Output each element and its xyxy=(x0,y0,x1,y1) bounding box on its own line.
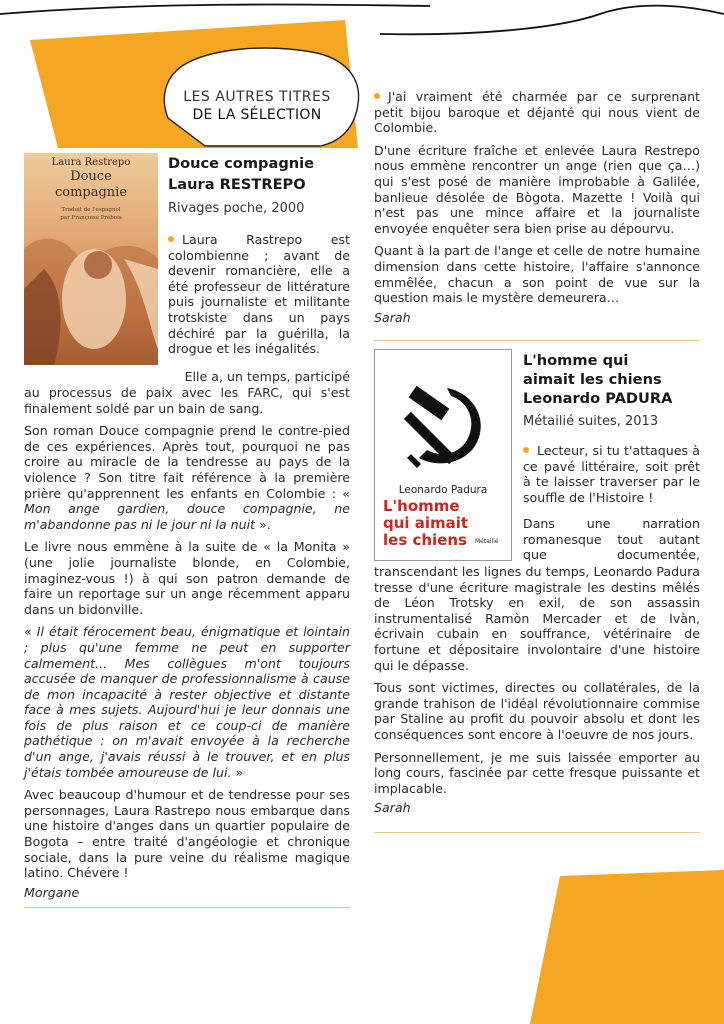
book1-para4: Le livre nous emmène à la suite de « la Monita » (une jolie journaliste blonde, en Colombie, imaginez-vous !) à qui son patron demande de faire un reportage sur un ange récemment apparu dans un bidonville. xyxy=(24,539,350,617)
swoosh-line-right xyxy=(380,6,724,35)
book2-publisher: Métailié suites, 2013 xyxy=(523,414,659,429)
book1-signature: Morgane xyxy=(24,884,80,900)
book2-para2-rest: transcendant les lignes du temps, Leonardo Padura tresse d'une écriture magistrale les destins mêlés de Léon Trotsky en exil, de son assassin instrumentalisé Ramòn Mercader et de Ivàn, écrivain cubain en souffrance, vétérinaire de fortune et dépositaire involontaire d'une histoire qui le dépasse. xyxy=(374,564,700,673)
book1-para1-text: Laura Rastrepo est colombienne ; avant de devenir romancière, elle a été professeur de littérature puis journaliste et militante trotskiste dans un pays déchiré par la guérilla, la drogue et les inégalités. xyxy=(168,232,350,357)
book2-para2-start: Dans une narration romanesque tout autant que documentée, xyxy=(523,516,700,563)
book2-author: Leonardo PADURA xyxy=(523,390,673,407)
divider-left-bottom xyxy=(24,907,350,908)
section-header xyxy=(168,88,346,124)
book1-para6: Avec beaucoup d'humour et de tendresse pour ses personnages, Laura Rastrepo nous embarque dans une histoire d'anges dans un quartier populaire de Bogota – entre traité d'angéologie et chronique sociale, dans la pure veine du réalisme magique latino. Chévere ! xyxy=(24,787,350,881)
divider-right-top xyxy=(374,340,700,341)
header-line1: LES AUTRES TITRES xyxy=(183,89,331,105)
book1-body xyxy=(24,385,350,901)
book2-title-l2: aimait les chiens xyxy=(523,371,662,388)
bullet-icon xyxy=(523,447,529,453)
book1-publisher: Rivages poche, 2000 xyxy=(168,201,305,216)
review2-para2: D'une écriture fraîche et enlevée Laura Restrepo nous emmène rencontrer un ange (rien que ça…) qui s'est posé de manière improbable à Galilée, banlieue désolée de Bògota. Mazette ! Voilà qui n'est pas une mince affaire et la journaliste envoyée enquêter sera bien prise au dépourvu. xyxy=(374,142,700,236)
book2-title-l1: L'homme qui xyxy=(523,352,629,369)
book1-para1 xyxy=(168,232,350,357)
divider-right-bottom xyxy=(374,832,700,833)
cover2-title-l1: L'homme xyxy=(383,497,460,515)
cover-title-l1: Douce xyxy=(70,169,112,184)
review2 xyxy=(374,89,700,326)
review2-para1: J'ai vraiment été charmée par ce surprenant petit bijou baroque et déjanté qui nous vient de Colombie. xyxy=(374,89,700,136)
orange-shape-bottom xyxy=(530,870,724,1024)
cover-author: Laura Restrepo xyxy=(51,157,131,168)
header-line2: DE LA SÉLECTION xyxy=(192,107,322,123)
review2-signature: Sarah xyxy=(374,309,411,325)
book2-para4: Personnellement, je me suis laissée emporter au long cours, fascinée par cette fresque puissante et implacable. xyxy=(374,749,700,796)
footer-decoration xyxy=(520,870,724,1024)
hammer-sickle-icon xyxy=(397,380,489,472)
book1-para2-rest: au processus de paix avec les FARC, qui s'est finalement soldé par un bain de sang. xyxy=(24,385,350,416)
book1-author: Laura RESTREPO xyxy=(168,176,306,193)
cover2-imprint: Métailié xyxy=(475,538,499,545)
swoosh-line-top xyxy=(0,4,430,14)
bullet-icon xyxy=(374,93,380,99)
cover-title-l2: compagnie xyxy=(54,185,128,200)
book2-body xyxy=(374,564,700,816)
book1-title: Douce compagnie xyxy=(168,155,315,172)
cover-illustration-angel xyxy=(24,229,158,365)
book1-para3: Son roman Douce compagnie prend le contre-pied de ces expériences. Après tout, pourquoi ne pas croire au miracle de la tendresse au pays de la violence ? Son titre fait référence à la première prière qu'apprennent les enfants en Colombie : « Mon ange gardien, douce compagnie, ne m'abandonne pas ni le jour ni la nuit ». xyxy=(24,423,350,532)
cover2-title-l2: qui aimait xyxy=(383,514,469,532)
cover-sub1: Traduit de l'espagnol xyxy=(61,207,121,213)
book2-para1: Lecteur, si tu t'attaques à ce pavé littéraire, soit prêt à te laisser traverser par le souffle de l'Histoire ! xyxy=(523,443,700,505)
book1-quote: « Il était férocement beau, énigmatique et lointain ; plus qu'une femme ne peut en supporter calmement... Mes collègues m'ont toujours accusée de manquer de professionnalisme à cause de mon incapacité à rester objective et distante face à mes sujets. Aujourd'hui je leur donnais une fois de plus raison et ce coup-ci de manière pathétique : on m'avait envoyée à la recherche d'un ange, j'avais réussi à le trouver, et en plus j'étais tombée amoureuse de lui. » xyxy=(24,624,350,780)
book2-signature: Sarah xyxy=(374,800,411,816)
bullet-icon xyxy=(168,236,174,242)
cover2-title-l3: les chiens xyxy=(383,531,467,549)
book1-para2-start: Elle a, un temps, participé xyxy=(184,369,350,384)
book2-para3: Tous sont victimes, directes ou collatérales, de la grande trahison de l'idéal révolutionnaire commise par Staline au profit du pouvoir absolu et dont les conséquences sont encore à l'oeuvre de nos jours. xyxy=(374,680,700,742)
cover2-author: Leonardo Padura xyxy=(398,484,488,496)
cover-sub2: par Françoise Prébois xyxy=(60,215,122,221)
book-cover-lhomme-qui-aimait-les-chiens xyxy=(374,349,512,561)
review2-para3: Quant à la part de l'ange et celle de notre humaine dimension dans cette histoire, l'affaire s'annonce emmêlée, chacun a son point de vue sur la question mais le mystère demeurera… xyxy=(374,243,700,306)
book-cover-douce-compagnie xyxy=(24,153,158,365)
